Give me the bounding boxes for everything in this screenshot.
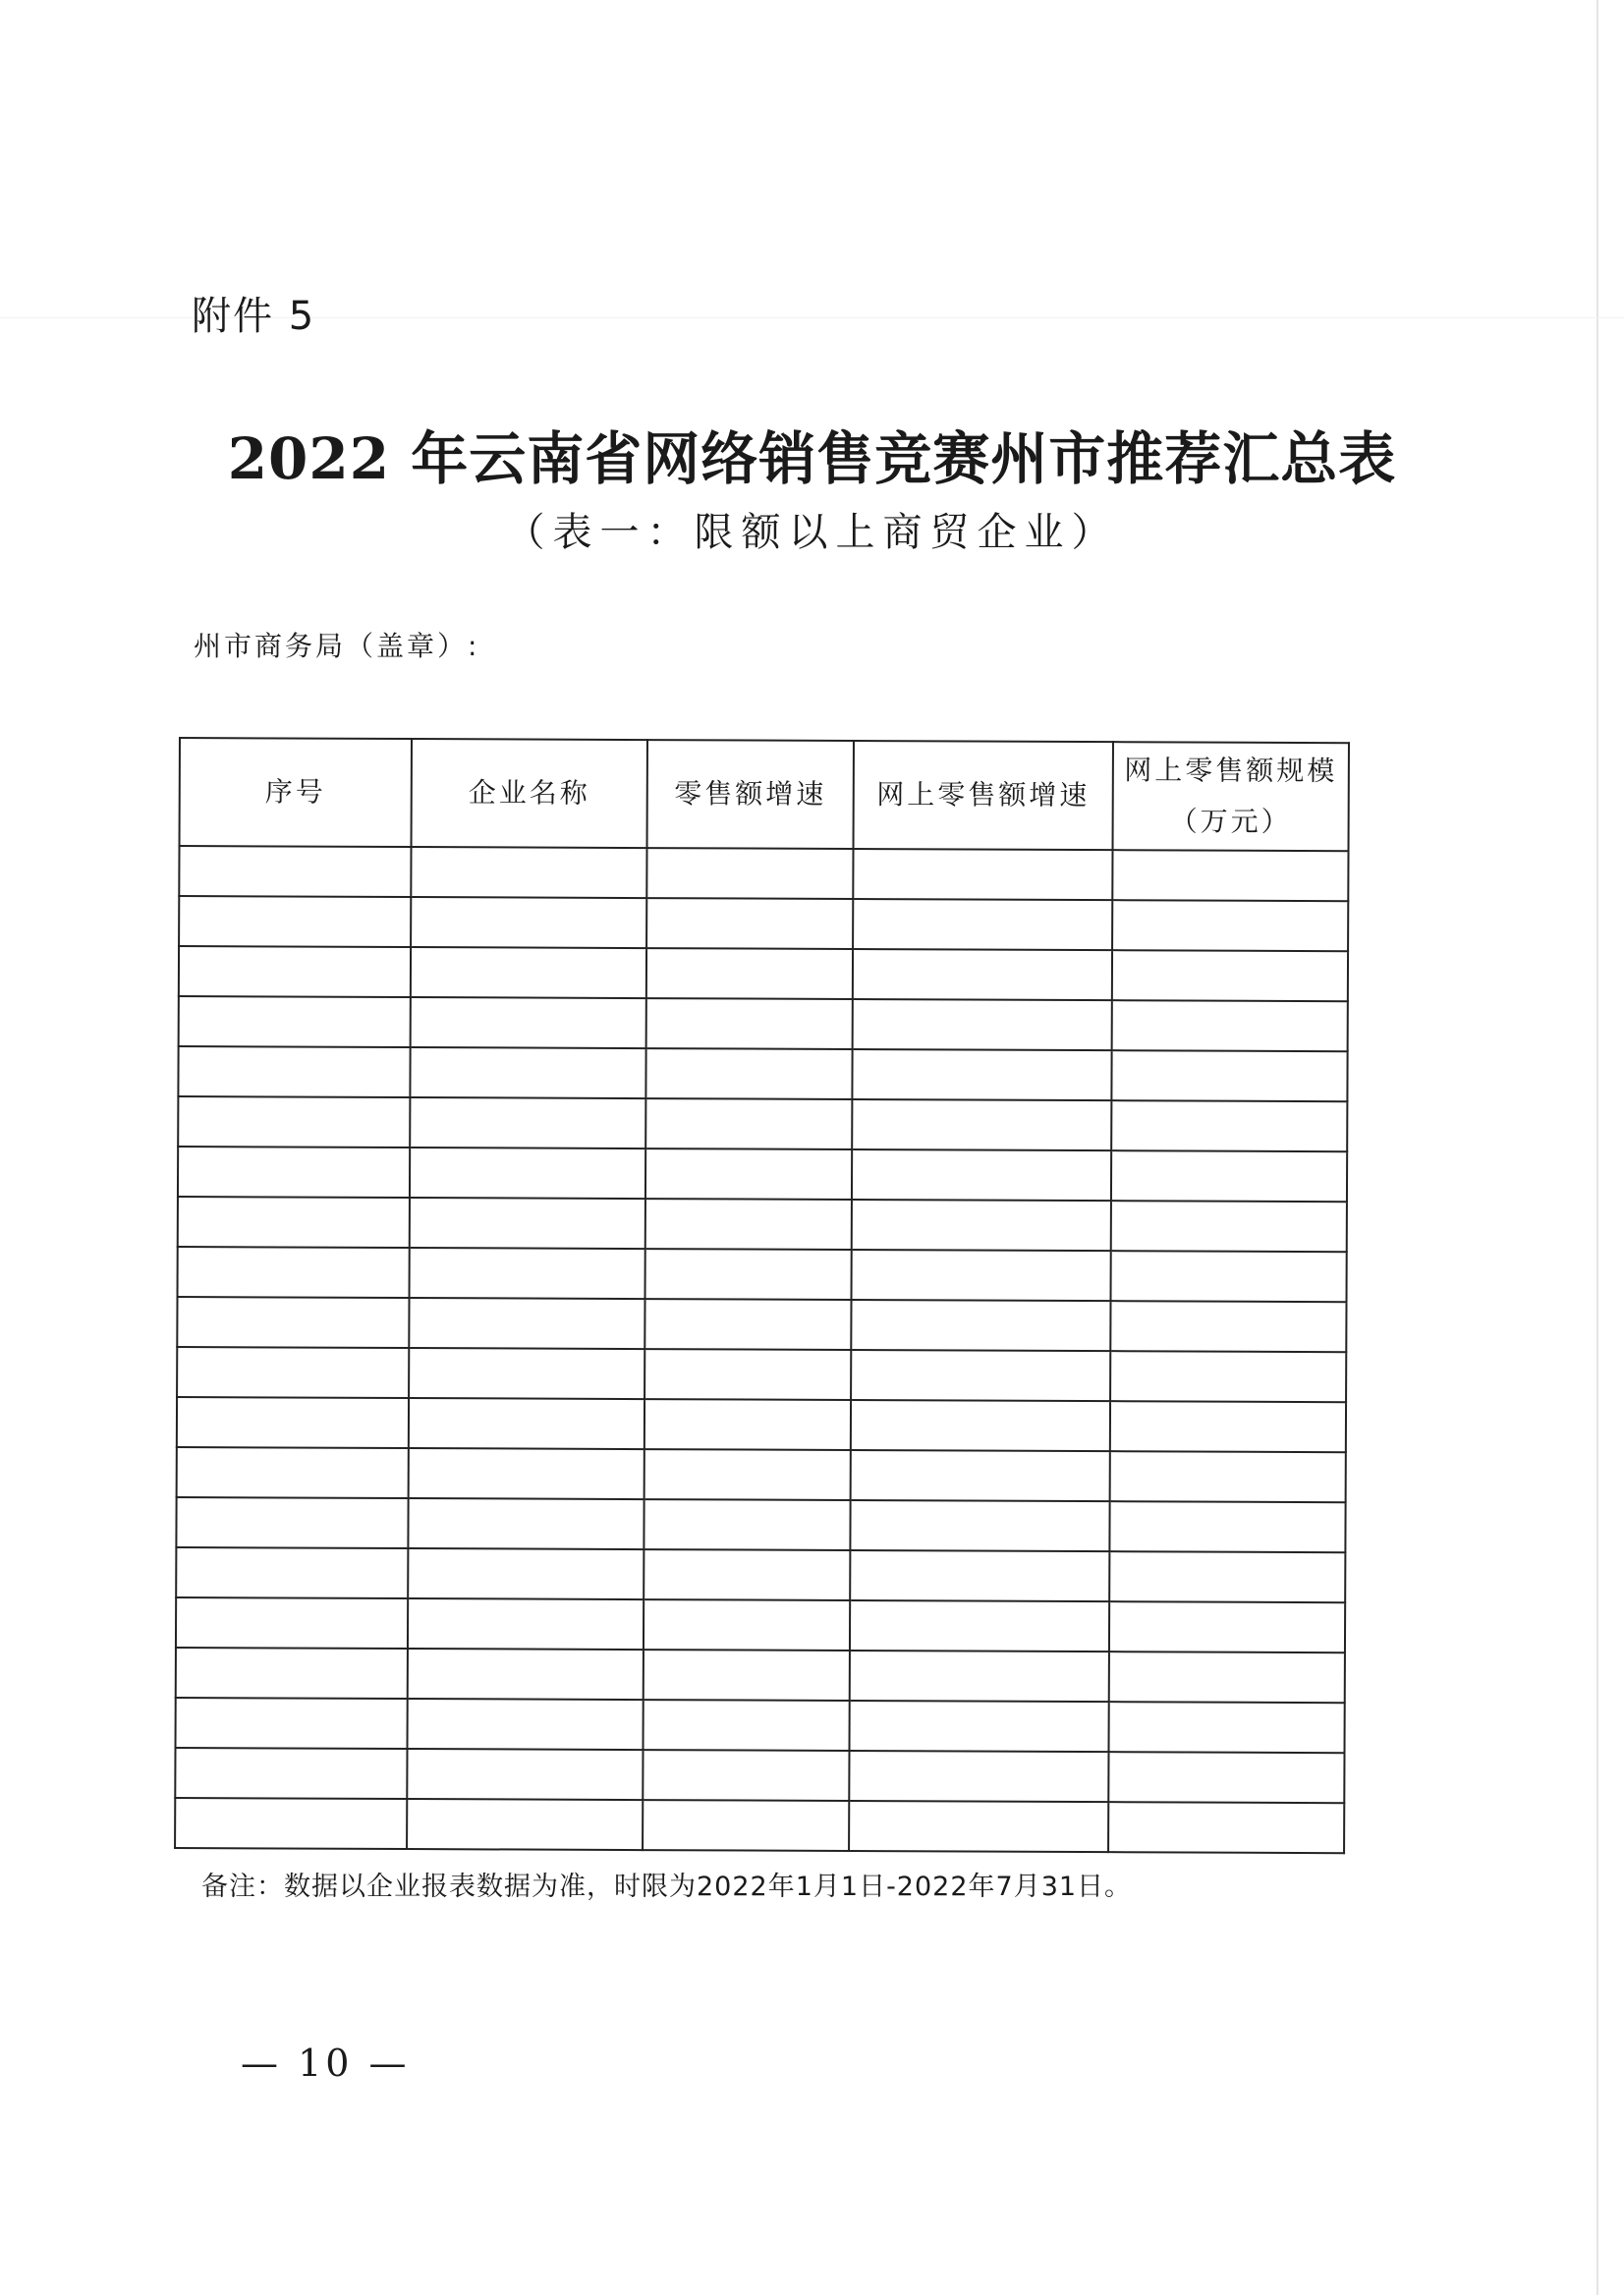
retail-growth-cell <box>645 1199 852 1250</box>
serial-number-cell <box>178 1197 410 1248</box>
header-retail-growth: 零售额增速 <box>647 740 854 849</box>
serial-number-cell <box>178 1096 410 1148</box>
table-row <box>176 1648 1345 1703</box>
online-retail-scale-cell <box>1109 1551 1345 1602</box>
retail-growth-cell <box>644 1549 850 1600</box>
online-retail-scale-cell <box>1108 1802 1344 1853</box>
table-body <box>175 846 1348 1853</box>
table-row <box>179 996 1348 1051</box>
retail-growth-cell <box>644 1499 850 1550</box>
online-retail-scale-cell <box>1112 950 1348 1001</box>
company-name-cell <box>409 1298 644 1349</box>
serial-number-cell <box>175 1748 407 1799</box>
online-retail-scale-cell <box>1111 1251 1347 1302</box>
serial-number-cell <box>179 896 411 947</box>
table-row <box>178 1147 1347 1202</box>
table-row <box>177 1397 1346 1452</box>
company-name-cell <box>411 847 646 898</box>
online-retail-growth-cell <box>852 1149 1111 1201</box>
online-retail-scale-cell <box>1109 1601 1345 1652</box>
online-retail-scale-cell <box>1112 850 1348 901</box>
serial-number-cell <box>176 1648 408 1699</box>
online-retail-growth-cell <box>852 1200 1111 1251</box>
table-row <box>176 1698 1345 1753</box>
serial-number-cell <box>177 1297 409 1348</box>
online-retail-growth-cell <box>853 949 1112 1000</box>
online-retail-growth-cell <box>852 1099 1111 1150</box>
online-retail-scale-cell <box>1110 1451 1346 1502</box>
company-name-cell <box>410 1248 645 1299</box>
retail-growth-cell <box>644 1700 850 1751</box>
online-retail-scale-cell <box>1109 1702 1345 1753</box>
footnote: 备注：数据以企业报表数据为准，时限为2022年1月1日-2022年7月31日。 <box>201 1872 1133 1902</box>
serial-number-cell <box>178 1046 410 1097</box>
retail-growth-cell <box>646 848 853 899</box>
table-row <box>177 1347 1346 1402</box>
online-retail-growth-cell <box>851 1450 1110 1501</box>
document-subtitle: （表一：限额以上商贸企业） <box>505 510 1119 555</box>
serial-number-cell <box>179 996 411 1047</box>
retail-growth-cell <box>645 1098 852 1149</box>
table-row <box>177 1297 1346 1352</box>
online-retail-scale-cell <box>1111 1100 1347 1151</box>
serial-number-cell <box>179 946 411 997</box>
company-name-cell <box>409 1348 644 1399</box>
serial-number-cell <box>176 1547 408 1598</box>
online-retail-scale-cell <box>1110 1351 1346 1402</box>
company-name-cell <box>411 947 646 998</box>
online-retail-scale-cell <box>1111 1050 1347 1101</box>
recommendation-table <box>174 737 1350 1854</box>
company-name-cell <box>411 997 646 1048</box>
table-row <box>179 896 1348 951</box>
company-name-cell <box>407 1749 643 1800</box>
table-row <box>176 1497 1345 1552</box>
retail-growth-cell <box>645 1048 852 1099</box>
online-retail-scale-cell <box>1108 1752 1344 1803</box>
retail-growth-cell <box>643 1750 849 1801</box>
online-retail-growth-cell <box>849 1801 1108 1852</box>
serial-number-cell <box>177 1347 409 1398</box>
company-name-cell <box>408 1498 644 1549</box>
company-name-cell <box>408 1598 644 1650</box>
online-retail-scale-cell <box>1109 1651 1345 1703</box>
table-row <box>178 1096 1347 1151</box>
table-header-row <box>180 738 1349 851</box>
online-retail-scale-cell <box>1112 900 1348 951</box>
serial-number-cell <box>177 1447 409 1498</box>
retail-growth-cell <box>644 1299 851 1350</box>
header-serial-number: 序号 <box>180 738 412 847</box>
serial-number-cell <box>177 1397 409 1448</box>
table-row <box>176 1597 1345 1652</box>
company-name-cell <box>411 897 646 948</box>
retail-growth-cell <box>644 1349 851 1400</box>
table-row <box>175 1748 1344 1803</box>
serial-number-cell <box>176 1597 408 1649</box>
serial-number-cell <box>178 1247 410 1298</box>
online-retail-scale-cell <box>1112 1000 1348 1051</box>
company-name-cell <box>410 1148 645 1199</box>
retail-growth-cell <box>646 998 853 1049</box>
company-name-cell <box>409 1448 644 1499</box>
retail-growth-cell <box>644 1650 850 1701</box>
online-retail-scale-cell <box>1111 1150 1347 1202</box>
header-online-retail-scale: 网上零售额规模（万元） <box>1113 742 1349 851</box>
retail-growth-cell <box>644 1599 850 1651</box>
online-retail-growth-cell <box>850 1500 1109 1551</box>
retail-growth-cell <box>643 1800 849 1851</box>
document-title: 2022 年云南省网络销售竞赛州市推荐汇总表 <box>227 425 1397 492</box>
retail-growth-cell <box>644 1449 851 1500</box>
online-retail-scale-cell <box>1110 1301 1346 1352</box>
table-row <box>178 1046 1347 1101</box>
online-retail-growth-cell <box>852 1250 1111 1301</box>
company-name-cell <box>410 1047 645 1098</box>
company-name-cell <box>407 1799 643 1850</box>
online-retail-scale-cell <box>1109 1501 1345 1552</box>
online-retail-growth-cell <box>851 1400 1110 1451</box>
table-row <box>177 1447 1346 1502</box>
serial-number-cell <box>176 1698 408 1749</box>
company-name-cell <box>408 1548 644 1599</box>
company-name-cell <box>408 1699 644 1750</box>
company-name-cell <box>410 1097 645 1148</box>
online-retail-growth-cell <box>853 849 1112 900</box>
table-row <box>176 1547 1345 1602</box>
online-retail-growth-cell <box>850 1701 1109 1752</box>
online-retail-scale-cell <box>1111 1201 1347 1252</box>
company-name-cell <box>408 1649 644 1700</box>
online-retail-growth-cell <box>851 1350 1110 1401</box>
retail-growth-cell <box>645 1148 852 1200</box>
serial-number-cell <box>176 1497 408 1548</box>
retail-growth-cell <box>646 898 853 949</box>
serial-number-cell <box>178 1147 410 1198</box>
retail-growth-cell <box>646 948 853 999</box>
online-retail-growth-cell <box>851 1300 1110 1351</box>
online-retail-growth-cell <box>850 1651 1109 1702</box>
table-row <box>178 1197 1347 1252</box>
serial-number-cell <box>175 1798 407 1849</box>
table-row <box>178 1247 1347 1302</box>
online-retail-growth-cell <box>852 1049 1111 1100</box>
company-name-cell <box>409 1398 644 1449</box>
online-retail-growth-cell <box>849 1751 1108 1802</box>
table-row <box>179 946 1348 1001</box>
retail-growth-cell <box>645 1249 852 1300</box>
page-edge-line <box>1596 0 1598 2295</box>
online-retail-growth-cell <box>850 1550 1109 1601</box>
attachment-label: 附件 5 <box>192 294 316 339</box>
header-online-retail-growth: 网上零售额增速 <box>854 741 1113 850</box>
retail-growth-cell <box>644 1399 851 1450</box>
table-row <box>179 846 1348 901</box>
company-name-cell <box>410 1198 645 1249</box>
page-number: — 10 — <box>241 2042 411 2085</box>
serial-number-cell <box>179 846 411 897</box>
city-stamp-label: 州市商务局（盖章）: <box>194 630 480 662</box>
table-row <box>175 1798 1344 1853</box>
header-company-name: 企业名称 <box>412 739 647 848</box>
online-retail-scale-cell <box>1110 1401 1346 1452</box>
online-retail-growth-cell <box>850 1600 1109 1651</box>
online-retail-growth-cell <box>853 899 1112 950</box>
online-retail-growth-cell <box>853 999 1112 1050</box>
